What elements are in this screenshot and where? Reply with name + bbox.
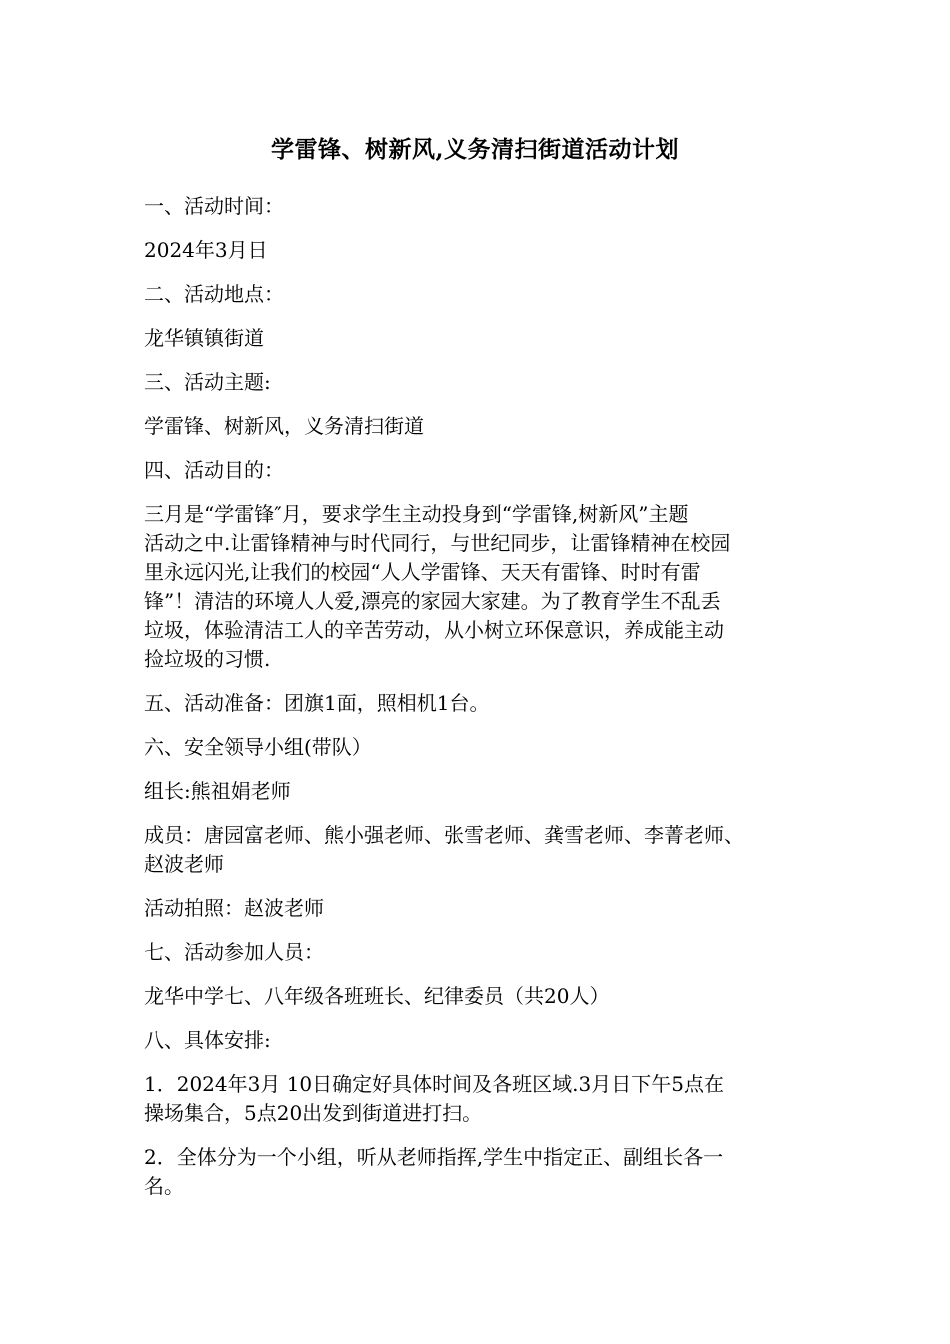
activity-time-value: 2024年3月日 [144,238,268,262]
activity-theme-value: 学雷锋、树新风，义务清扫街道 [144,414,424,438]
heading-arrangement: 八、具体安排: [144,1028,271,1052]
heading-activity-purpose: 四、活动目的： [144,458,284,482]
heading-safety-group: 六、安全领导小组(带队） [144,735,372,759]
document-title: 学雷锋、树新风,义务清扫街道活动计划 [270,136,679,163]
heading-activity-location: 二、活动地点： [144,282,284,306]
participants-value: 龙华中学七、八年级各班班长、纪律委员（共20人） [144,984,610,1008]
heading-activity-time: 一、活动时间： [144,194,284,218]
activity-preparation: 五、活动准备：团旗1面，照相机1台。 [144,691,490,715]
heading-activity-theme: 三、活动主题: [144,370,271,394]
activity-purpose-text: 三月是“学雷锋″月，要求学生主动投身到“学雷锋,树新风”主题 活动之中.让雷锋精神与时代同行，与世纪同步，让雷锋精神在校园 里永远闪光,让我们的校园“人人学雷锋、天天有雷锋、时时有雷 锋”！清洁的环境人人爱,漂亮的家园大家建。为了教育学生不乱丢 垃圾，体验清洁工人的辛苦劳动，从小树立环保意识，养成能主动 捡垃圾的习惯. [144,502,731,671]
activity-photographer: 活动拍照：赵波老师 [144,896,324,920]
arrangement-item-1: 1．2024年3月 10日确定好具体时间及各班区域.3月日下午5点在 操场集合，5点20出发到街道进打扫。 [144,1072,724,1125]
heading-participants: 七、活动参加人员： [144,940,324,964]
document-body [144,192,826,1216]
group-leader: 组长:熊祖娟老师 [144,779,291,803]
arrangement-item-2: 2．全体分为一个小组，听从老师指挥,学生中指定正、副组长各一 名。 [144,1145,724,1198]
activity-location-value: 龙华镇镇街道 [144,326,264,350]
group-members: 成员：唐园富老师、熊小强老师、张雪老师、龚雪老师、李菁老师、 赵波老师 [144,823,744,876]
